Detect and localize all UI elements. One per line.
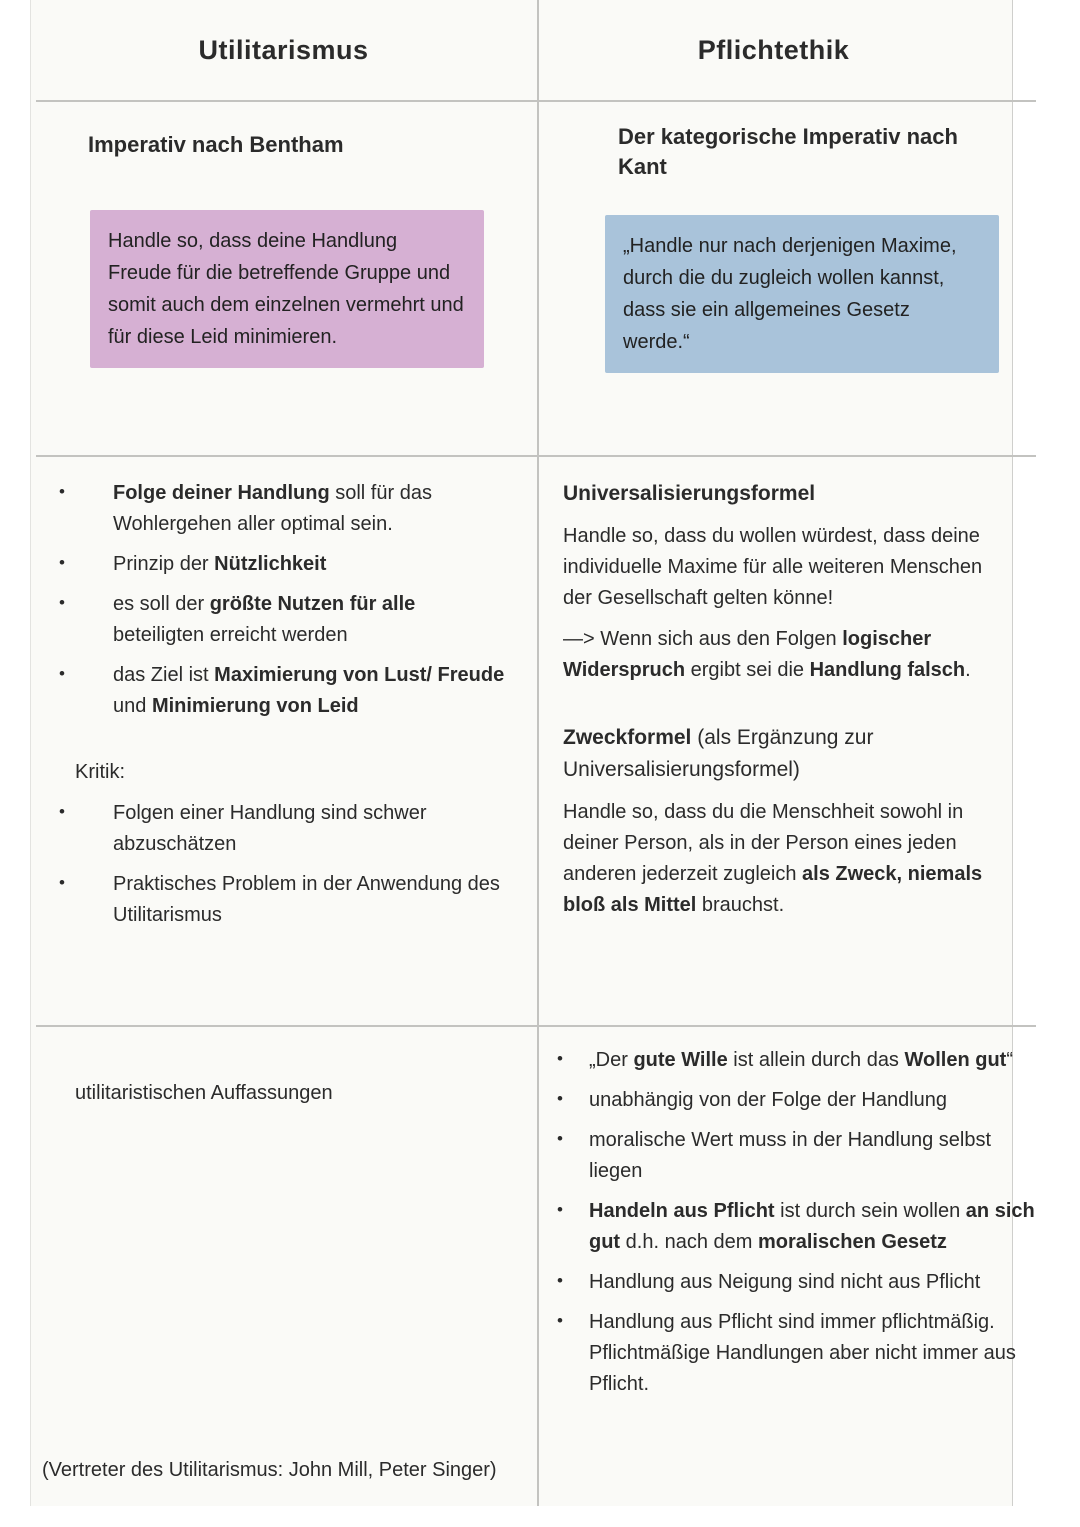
universalisierungsformel-text: Handle so, dass du wollen würdest, dass deine individuelle Maxime für alle weiteren Menschen der Gesellschaft gelten könne!: [563, 524, 983, 609]
column-header-utilitarismus: Utilitarismus: [198, 34, 369, 65]
row-divider-line: [36, 1025, 1036, 1027]
list-item: • Praktisches Problem in der Anwendung des Utilitarismus: [55, 869, 505, 931]
row-divider-line: [36, 455, 1036, 457]
universalisierungsformel-conclusion: —> Wenn sich aus den Folgen logischer Widerspruch ergibt sei die Handlung falsch.: [563, 627, 971, 681]
utilitarismus-principles-block: [55, 478, 505, 940]
zweckformel-text: Handle so, dass du die Menschheit sowohl in deiner Person, als in der Person eines jeden anderen jederzeit zugleich als Zweck, niemals bloß als Mittel brauchst.: [563, 800, 983, 916]
kritik-list: [55, 798, 505, 931]
list-item: • es soll der größte Nutzen für alle beteiligten erreicht werden: [55, 589, 505, 651]
list-item: • das Ziel ist Maximierung von Lust/ Freude und Minimierung von Leid: [55, 660, 505, 722]
vertreter-note: (Vertreter des Utilitarismus: John Mill, Peter Singer): [42, 1459, 497, 1481]
list-item: • Prinzip der Nützlichkeit: [55, 549, 505, 580]
heading-imperativ-bentham: Imperativ nach Bentham: [88, 132, 344, 157]
list-item: • Folge deiner Handlung soll für das Wohlergehen aller optimal sein.: [55, 478, 505, 540]
heading-kategorischer-imperativ: Der kategorische Imperativ nach Kant: [618, 124, 958, 179]
column-divider-line: [537, 0, 539, 1506]
column-header-pflichtethik: Pflichtethik: [697, 34, 850, 65]
guter-wille-list: [553, 1045, 1035, 1400]
kant-imperativ-quote-box: „Handle nur nach derjenigen Maxime, durch die du zugleich wollen kannst, dass sie ein allgemeines Gesetz werde.“: [605, 215, 999, 373]
list-item: • unabhängig von der Folge der Handlung: [553, 1085, 1035, 1116]
list-item: • Folgen einer Handlung sind schwer abzuschätzen: [55, 798, 505, 860]
guter-wille-block: [553, 1045, 1035, 1409]
principles-list: [55, 478, 505, 722]
list-item: • „Der gute Wille ist allein durch das Wollen gut“: [553, 1045, 1035, 1076]
universalisierungsformel-heading: Universalisierungsformel: [563, 482, 816, 505]
list-item: • Handeln aus Pflicht ist durch sein wollen an sich gut d.h. nach dem moralischen Gesetz: [553, 1196, 1035, 1258]
bentham-imperativ-quote-box: Handle so, dass deine Handlung Freude für die betreffende Gruppe und somit auch dem einzelnen vermehrt und für diese Leid minimieren.: [90, 210, 484, 368]
list-item: • moralische Wert muss in der Handlung selbst liegen: [553, 1125, 1035, 1187]
kritik-label: Kritik:: [75, 761, 125, 783]
zweckformel-heading: Zweckformel (als Ergänzung zur Universalisierungsformel): [563, 725, 874, 782]
list-item: • Handlung aus Neigung sind nicht aus Pflicht: [553, 1267, 1035, 1298]
row-divider-line: [36, 100, 1036, 102]
list-item: • Handlung aus Pflicht sind immer pflichtmäßig. Pflichtmäßige Handlungen aber nicht immer aus Pflicht.: [553, 1307, 1035, 1400]
spacer: [563, 696, 1001, 722]
spacer: [55, 731, 505, 757]
kant-formeln-block: [563, 478, 1001, 931]
utilitaristische-auffassungen-label: utilitaristischen Auffassungen: [75, 1082, 333, 1104]
